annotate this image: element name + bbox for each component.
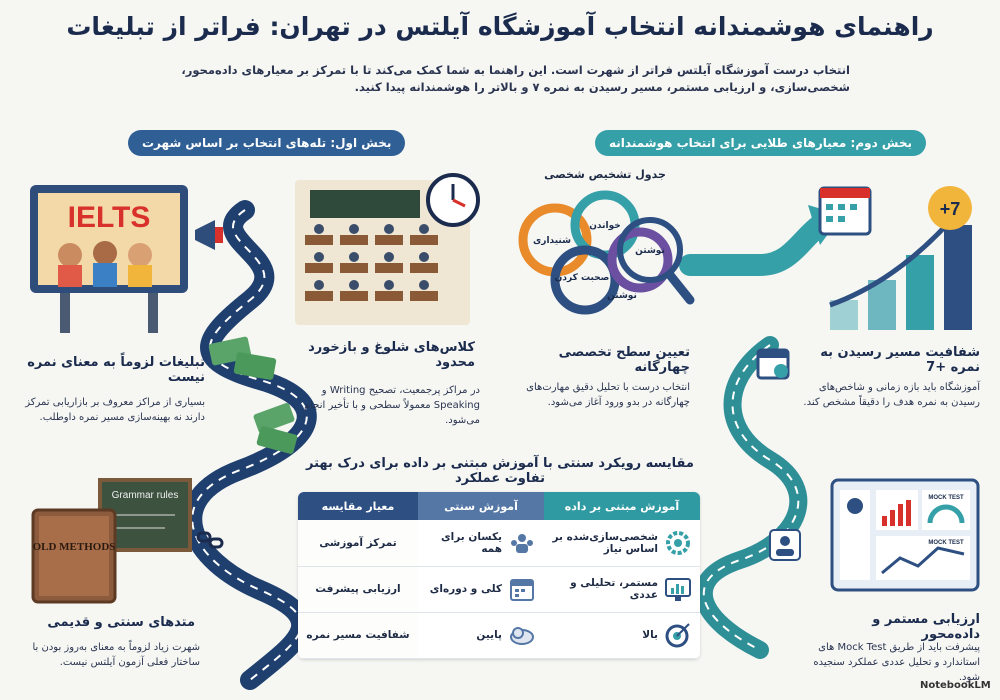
table-row [298,520,700,566]
svg-text:MOCK TEST: MOCK TEST [928,495,964,501]
svg-text:نوشتن: نوشتن [635,246,665,256]
comparison-table [298,492,700,659]
page-title: راهنمای هوشمندانه انتخاب آموزشگاه آیلتس در تهران: فراتر از تبلیغات [66,12,934,41]
credit-label: NotebookLM [920,680,991,691]
target-icon [664,621,692,649]
card-old-title: متدهای سنتی و قدیمی [47,615,195,630]
row-focus-traditional: یکسان برای همه [441,530,502,555]
calendar-icon [508,575,536,603]
billboard-text: IELTS [67,201,151,234]
table-row [298,612,700,658]
table-row [298,566,700,612]
board-text: Grammar rules [111,490,179,501]
card-crowded-title: کلاس‌های شلوغ و بازخورد محدود [308,340,475,370]
svg-text:نوشتن: نوشتن [607,291,637,301]
row-progress-traditional: کلی و دوره‌ای [429,583,502,595]
comparison-title: مقایسه رویکرد سنتی با آموزش مبتنی بر داده برای درک بهتر تفاوت عملکرد [306,456,694,486]
header-criterion: معیار مقایسه [298,492,418,520]
money-icon [205,330,285,390]
billboard-illustration [20,175,200,340]
clock-icon [425,172,481,228]
card-ads-title: تبلیغات لزوماً به معنای نمره نیست [27,355,205,385]
section-one-label: بخش اول: تله‌های انتخاب بر اساس شهرت [128,130,405,156]
svg-text:خواندن: خواندن [589,221,621,231]
row-progress-criterion: ارزیابی پیشرفت [298,566,418,612]
card-level-title: تعیین سطح تخصصی چهارگانه [558,345,690,375]
card-crowded-text: در مراکز پرجمعیت، تصحیح Writing و Speaking معمولاً سطحی و با تأخیر انجام می‌شود. [304,385,480,426]
card-eval-text: پیشرفت باید از طریق Mock Test های استاندارد و تحلیل عددی عملکرد سنجیده شود. [813,642,980,683]
row-progress-data: مستمر، تحلیلی و عددی [570,577,658,601]
calendar-check-icon [755,345,791,381]
card-eval-title: ارزیابی مستمر و داده‌محور [872,612,980,642]
svg-text:شنیداری: شنیداری [533,236,571,246]
row-focus-data: شخصی‌سازی‌شده بر اساس نیاز [552,530,658,555]
card-path-text: آموزشگاه باید بازه زمانی و شاخص‌های رسیدن به نمره هدف را دقیقاً مشخص کند. [803,382,980,408]
right-road [704,345,799,650]
group-icon [508,529,536,557]
broken-chain-icon [195,525,225,555]
svg-text:صحبت کردن: صحبت کردن [554,273,610,283]
cloud-icon [508,621,536,649]
card-ads-text: بسیاری از مراکز معروف بر بازاریابی تمرکز دارند نه بهینه‌سازی مسیر نمره داوطلب. [25,397,205,423]
section-two-label: بخش دوم: معیارهای طلایی برای انتخاب هوشمندانه [595,130,926,156]
row-clarity-data: بالا [642,629,658,641]
row-clarity-traditional: پایین [476,629,502,641]
skills-diagram [510,180,695,330]
megaphone-icon [190,215,230,255]
right-road-dash [704,345,799,650]
card-level-text: انتخاب درست با تحلیل دقیق مهارت‌های چهارگانه در بدو ورود آغاز می‌شود. [526,382,690,408]
row-focus-criterion: تمرکز آموزشی [298,520,418,566]
old-methods-illustration [25,470,195,610]
svg-text:MOCK TEST: MOCK TEST [928,540,964,546]
card-path-title: شفافیت مسیر رسیدن به نمره +7 [820,345,980,375]
growth-illustration [810,180,980,340]
gear-user-icon [664,529,692,557]
analytics-monitor-icon [664,575,692,603]
header-traditional: آموزش سنتی [418,492,544,520]
target-badge: 7+ [939,199,961,219]
teal-arrow-shaft [690,225,820,265]
card-old-text: شهرت زیاد لزوماً به معنای به‌روز بودن با ساختار فعلی آزمون آیلتس نیست. [32,642,200,668]
intro-text: انتخاب درست آموزشگاه آیلتس فراتر از شهرت است. این راهنما به شما کمک می‌کند تا با تمرکز بر معیارهای داده‌محور، شخصی‌سازی، و ارزیابی مستمر، مسیر رسیدن به نمره ۷ و بالاتر را هوشمندانه پیدا کنید. [181,63,850,94]
skills-diagram-caption: جدول تشخیص شخصی [544,168,666,181]
user-profile-icon [768,528,802,562]
dashboard-illustration [830,478,980,598]
row-clarity-criterion: شفافیت مسیر نمره [298,612,418,658]
book-text: OLD METHODS [32,541,116,553]
header-data: آموزش مبتنی بر داده [544,492,700,520]
